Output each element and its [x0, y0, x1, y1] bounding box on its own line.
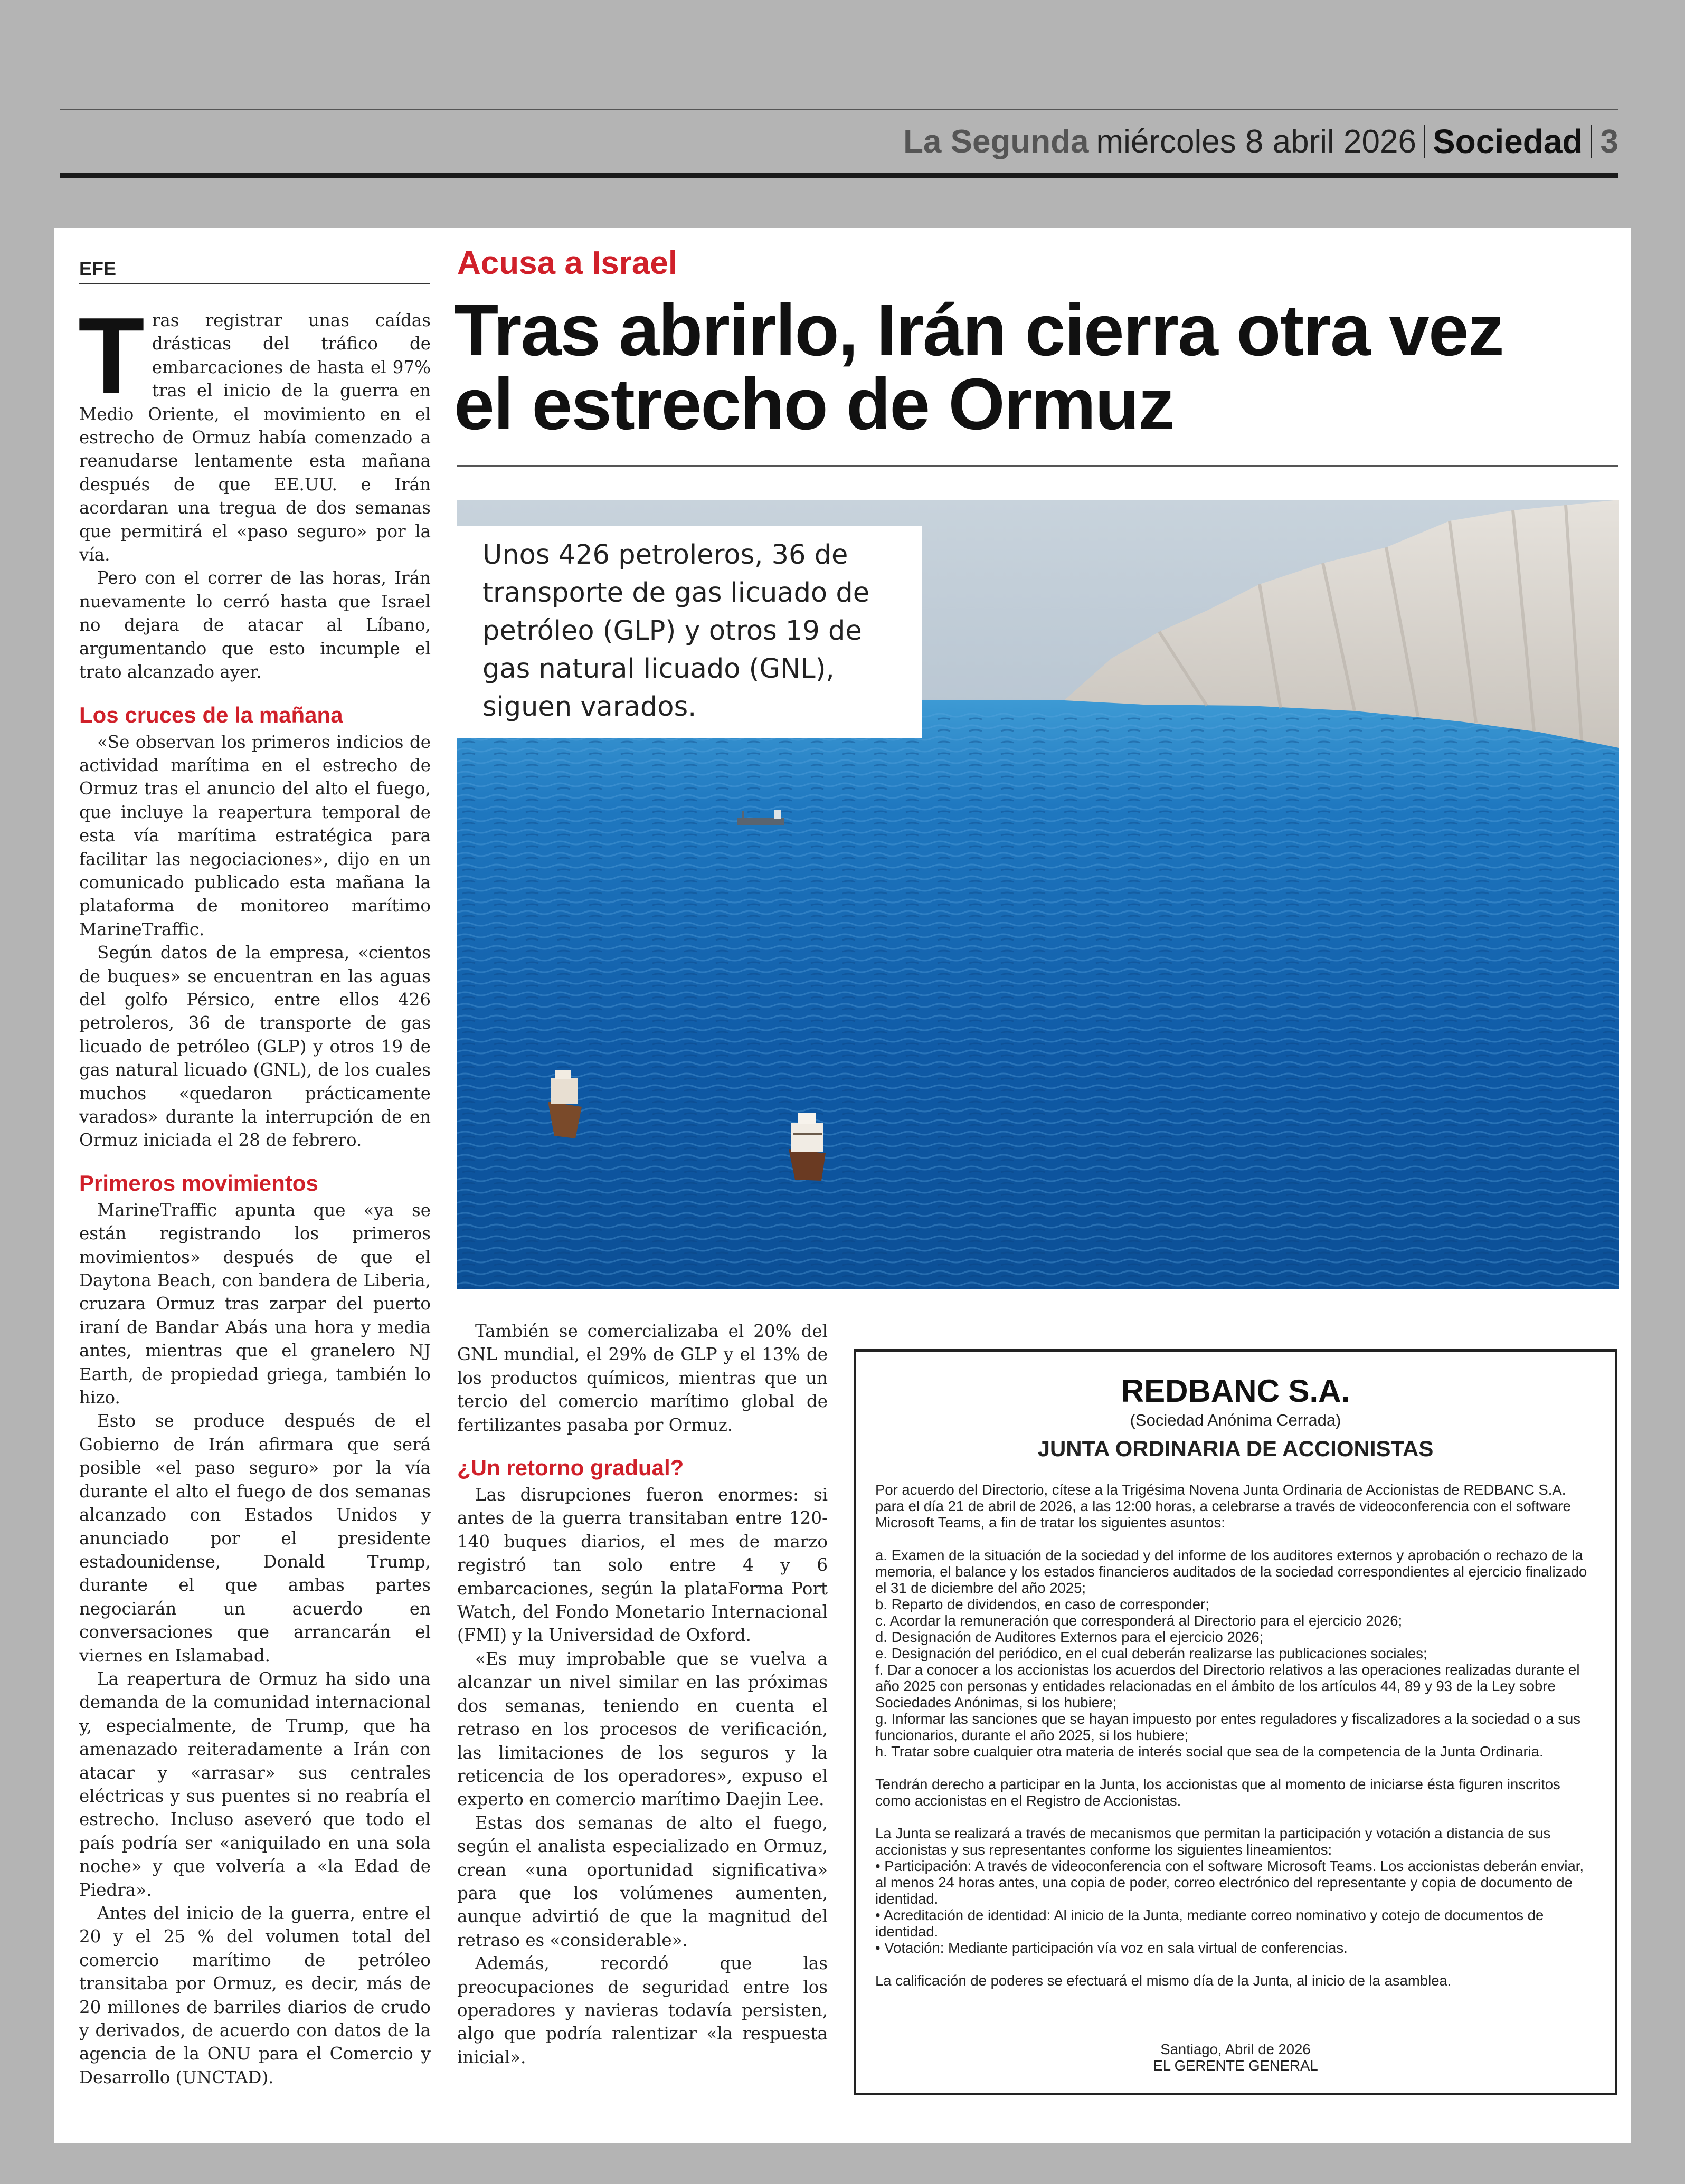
headline-rule: [457, 465, 1618, 467]
notice-item: b. Reparto de dividendos, en caso de corresponder;: [875, 1596, 1209, 1612]
subhead-cruces: Los cruces de la mañana: [79, 702, 343, 727]
article-paragraph: La reapertura de Ormuz ha sido una demanda de la comunidad internacional y, especialmente, de Trump, que ha amenazado reiteradamente a Irán con atacar y «arrasar» sus centrales eléctricas y sus puentes si no reabría el estrecho. Incluso aseveró que todo el país podría ser «aniquilado en una sola noche» y que volvería a «la Edad de Piedra».: [79, 1668, 431, 1900]
headline-line-1: Tras abrirlo, Irán cierra otra vez: [454, 290, 1503, 371]
notice-body: [875, 1482, 1596, 1989]
headline-line-2: el estrecho de Ormuz: [454, 364, 1174, 445]
notice-item: a. Examen de la situación de la sociedad y del informe de los auditores externos y aprobación o rechazo de la memoria, el balance y los estados financieros auditados de la sociedad correspondientes al ejercicio finalizado el 31 de diciembre del año 2025;: [875, 1547, 1587, 1596]
byline: EFE: [79, 258, 117, 279]
ship-right: [789, 1113, 826, 1181]
article-column-1: [78, 295, 431, 2089]
notice-bullet: • Acreditación de identidad: Al inicio de la Junta, mediante correo nominativo y cotejo de documentos de identidad.: [875, 1907, 1544, 1940]
drop-cap: T: [78, 295, 145, 416]
photo-caption: Unos 426 petroleros, 36 de transporte de gas licuado de petróleo (GLP) y otros 19 de gas natural licuado (GNL), siguen varados.: [457, 526, 922, 738]
notice-signature-block: [856, 2041, 1615, 2074]
notice-signature: EL GERENTE GENERAL: [1153, 2057, 1318, 2074]
issue-date: miércoles 8 abril 2026: [1096, 123, 1416, 160]
article-paragraph: Además, recordó que las preocupaciones de seguridad entre los operadores y navieras todavía persisten, algo que podría ralentizar «la respuesta inicial».: [457, 1953, 828, 2067]
notice-item: h. Tratar sobre cualquier otra materia de interés social que sea de la competencia de la Junta Ordinaria.: [875, 1743, 1544, 1760]
notice-item: c. Acordar la remuneración que corresponderá al Directorio para el ejercicio 2026;: [875, 1612, 1403, 1629]
page-number: 3: [1600, 123, 1618, 160]
notice-bullet: • Participación: A través de videoconferencia con el software Microsoft Teams. Los accionistas deberán enviar, al menos 24 horas antes, una copia de poder, correo electrónico del representante y copia de documento de identidad.: [875, 1858, 1584, 1907]
subhead-retorno: ¿Un retorno gradual?: [457, 1455, 684, 1480]
notice-company-type: (Sociedad Anónima Cerrada): [1130, 1411, 1341, 1429]
notice-item: e. Designación del periódico, en el cual deberán realizarse las publicaciones sociales;: [875, 1645, 1427, 1661]
header-divider: [1424, 125, 1425, 158]
article-paragraph: MarineTraffic apunta que «ya se están registrando los primeros movimientos» después de que el Daytona Beach, con bandera de Liberia, cruzara Ormuz tras zarpar del puerto iraní de Bandar Abás una hora y media antes, mientras que el granelero NJ Earth, de propiedad griega, también lo hizo.: [79, 1200, 431, 1408]
legal-notice-box: [854, 1349, 1617, 2095]
notice-mechanisms: La Junta se realizará a través de mecanismos que permitan la participación y votación a distancia de sus accionistas y sus representantes conforme los siguientes lineamientos:: [875, 1825, 1551, 1858]
notice-intro: Por acuerdo del Directorio, cítese a la Trigésima Novena Junta Ordinaria de Accionistas de REDBANC S.A. para el día 21 de abril de 2026, a las 12:00 horas, a celebrarse a través de videoconferencia con el software Microsoft Teams, a fin de tratar los siguientes asuntos:: [875, 1482, 1571, 1531]
page-header: [903, 115, 1618, 168]
notice-participation: Tendrán derecho a participar en la Junta, los accionistas que al momento de iniciarse ésta figuren inscritos como accionistas en el Registro de Accionistas.: [875, 1776, 1560, 1809]
article-paragraph: Estas dos semanas de alto el fuego, según el analista especializado en Ormuz, crean «una oportunidad significativa» para que los volúmenes aumenten, aunque advirtió de que la magnitud del retraso es «considerable».: [457, 1812, 828, 1950]
subhead-movimientos: Primeros movimientos: [79, 1170, 318, 1195]
article-paragraph: Pero con el correr de las horas, Irán nuevamente lo cerró hasta que Israel no dejara de atacar al Líbano, argumentando que esto incumple el trato alcanzado ayer.: [79, 568, 431, 682]
ship-left: [548, 1070, 582, 1138]
article-paragraph: También se comercializaba el 20% del GNL mundial, el 29% de GLP y el 13% de los productos químicos, mientras que un tercio del comercio marítimo global de fertilizantes pasaba por Ormuz.: [457, 1321, 828, 1435]
notice-item: f. Dar a conocer a los accionistas los acuerdos del Directorio relativos a las operaciones realizadas durante el año 2025 con personas y entidades relacionadas en el ámbito de los artículos 44, 89 y 93 de la Ley sobre Sociedades Anónimas, si los hubiere;: [875, 1661, 1580, 1711]
notice-company: REDBANC S.A.: [1121, 1373, 1350, 1409]
article-column-2: [457, 1319, 828, 2069]
article-kicker: Acusa a Israel: [457, 245, 678, 281]
notice-item: d. Designación de Auditores Externos para el ejercicio 2026;: [875, 1629, 1264, 1645]
notice-place-date: Santiago, Abril de 2026: [1160, 2041, 1311, 2057]
article-paragraph: Antes del inicio de la guerra, entre el 20 y el 25 % del volumen total del comercio marítimo de petróleo transitaba por Ormuz, es decir, más de 20 millones de barriles diarios de crudo y derivados, de acuerdo con datos de la agencia de la ONU para el Comercio y Desarrollo (UNCTAD).: [79, 1903, 431, 2087]
notice-powers: La calificación de poderes se efectuará el mismo día de la Junta, al inicio de la asamblea.: [875, 1972, 1452, 1989]
notice-bullet: • Votación: Mediante participación vía voz en sala virtual de conferencias.: [875, 1940, 1348, 1956]
article-paragraph: Tras registrar unas caídas drásticas del tráfico de embarcaciones de hasta el 97% tras el inicio de la guerra en Medio Oriente, el movimiento en el estrecho de Ormuz había comenzado a reanudarse lentamente esta mañana después de que EE.UU. e Irán acordaran una tregua de dos semanas que permitirá el «paso seguro» por la vía.: [78, 295, 431, 565]
header-divider: [1591, 125, 1592, 158]
article-paragraph: «Se observan los primeros indicios de actividad marítima en el estrecho de Ormuz tras el anuncio del alto el fuego, que incluye la reapertura temporal de esta vía marítima estratégica para facilitar las negociaciones», dijo en un comunicado publicado esta mañana la plataforma de monitoreo marítimo MarineTraffic.: [79, 732, 431, 939]
article-headline: [454, 290, 1615, 445]
article-paragraph: Esto se produce después de el Gobierno de Irán afirmara que será posible «el paso seguro» por la vía durante el alto el fuego de dos semanas alcanzado con Estados Unidos y anunciado por el presidente estadounidense, Donald Trump, durante el que ambas partes negociarán un acuerdo en conversaciones que arrancarán el viernes en Islamabad.: [79, 1411, 431, 1666]
notice-meeting-title: JUNTA ORDINARIA DE ACCIONISTAS: [1037, 1436, 1434, 1461]
article-paragraph: Las disrupciones fueron enormes: si antes de la guerra transitaban entre 120-140 buques diarios, el mes de marzo registró tan solo entre 4 y 6 embarcaciones, según la plataForma Port Watch, del Fondo Monetario Internacional (FMI) y la Universidad de Oxford.: [457, 1485, 828, 1646]
notice-item: g. Informar las sanciones que se hayan impuesto por entes reguladores y fiscalizadores a la sociedad o a sus funcionarios, durante el año 2025, si los hubiere;: [875, 1711, 1581, 1743]
article-paragraph: Según datos de la empresa, «cientos de buques» se encuentran en las aguas del golfo Pérsico, entre ellos 426 petroleros, 36 de transporte de gas licuado de petróleo (GLP) y otros 19 de gas natural licuado (GNL), de los cuales muchos «quedaron prácticamente varados» durante la interrupción de en Ormuz iniciada el 28 de febrero.: [79, 943, 431, 1151]
header-bottom-rule: [60, 173, 1618, 178]
header-top-rule: [60, 109, 1618, 110]
section-name: Sociedad: [1432, 122, 1583, 160]
publication-name: La Segunda: [903, 123, 1089, 160]
byline-rule: [79, 283, 430, 284]
article-paragraph: «Es muy improbable que se vuelva a alcanzar un nivel similar en las próximas dos semanas, teniendo en cuenta el retraso en los procesos de verificación, las limitaciones de los seguros y la reticencia de los operadores», expuso el experto en comercio marítimo Daejin Lee.: [457, 1648, 828, 1810]
